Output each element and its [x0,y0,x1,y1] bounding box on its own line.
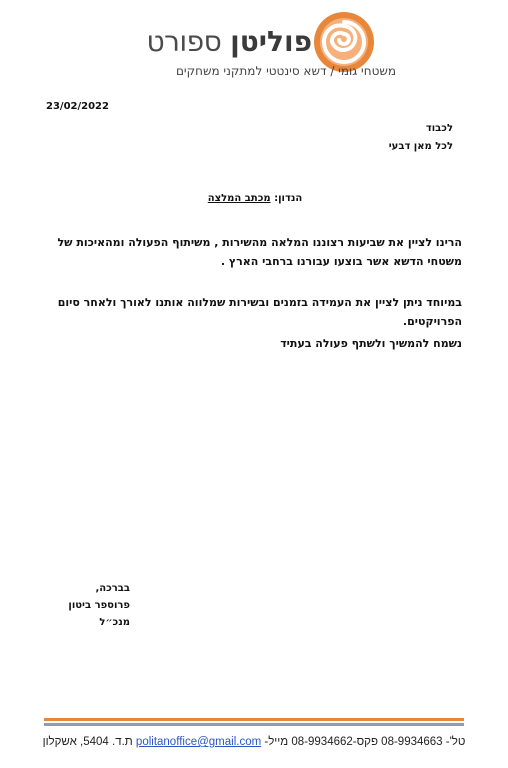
recipient-block [253,120,453,156]
signature-greeting: בברכה, [95,583,130,594]
signature-name: פרוספר ביטון [68,600,130,611]
footer-email-label: מייל- [264,736,289,748]
footer-fax: פקס-08-9934662 [291,736,378,748]
letter-date: 23/02/2022 [46,101,109,112]
footer-email-link[interactable]: politanoffice@gmail.com [135,736,262,748]
brand-name-bold: פוליטן [230,25,312,58]
brand-name-light: ספורט [146,25,222,58]
subject-text: מכתב המלצה [207,193,271,204]
footer-line-gray [44,723,464,726]
footer-address: ת.ד. 5404, אשקלון [42,736,133,748]
brand-tagline: משטחי גומי / דשא סינטטי למתקני משחקים [175,64,396,78]
body-paragraph-3: נשמח להמשיך ולשתף פעולה בעתיד [280,337,462,350]
footer-divider [44,718,464,732]
signature-block [60,580,130,631]
footer-contact [42,736,466,748]
subject-line [140,193,370,204]
body-paragraph-1: הרינו לציין את שביעות רצוננו המלאה מהשירות , משיתוף הפעולה ומהאיכות של משטחי הדשא אשר בוצעו עבורנו ברחבי הארץ . [57,236,462,268]
body-paragraph-2: במיוחד ניתן לציין את העמידה בזמנים ובשירות שמלווה אותנו לאורך ולאחר סיום הפרויקטים. [57,296,462,328]
signature-title: מנכ״ל [99,617,130,628]
footer-line-orange [44,718,464,721]
subject-label: הנדון: [274,193,303,204]
brand-name [147,26,313,58]
recipient-line-2: לכל מאן דבעי [388,141,453,152]
recipient-line-1: לכבוד [425,123,453,134]
footer-phone: טל'- 08-9934663 [381,736,466,748]
